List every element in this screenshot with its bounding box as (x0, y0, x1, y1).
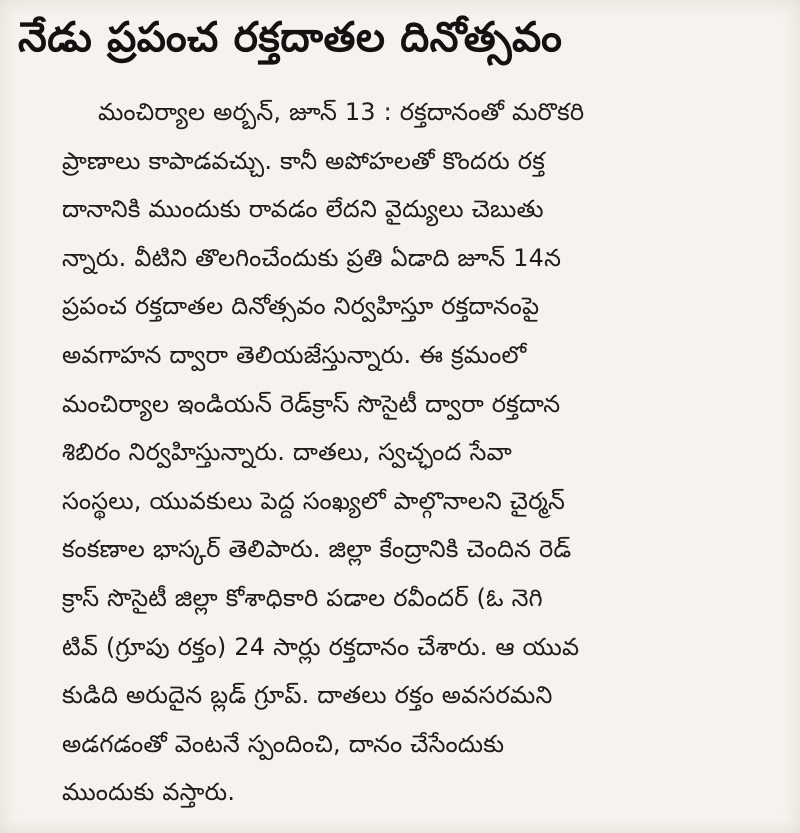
article-line-10: కంకణాల భాస్కర్ తెలిపారు. జిల్లా కేంద్రానికి చెందిన రెడ్ (62, 535, 572, 564)
article-line-13: కుడిది అరుదైన బ్లడ్ గ్రూప్. దాతలు రక్తం అవసరమని (62, 681, 553, 710)
article-line-11: క్రాస్ సొసైటీ జిల్లా కోశాధికారి పడాల రవీందర్ (ఓ నెగి (62, 583, 543, 612)
article-line-5: ప్రపంచ రక్తదాతల దినోత్సవం నిర్వహిస్తూ రక్తదానంపై (62, 292, 540, 321)
article-line-15: ముందుకు వస్తారు. (62, 778, 236, 807)
article-line-1: మంచిర్యాల అర్బన్, జూన్ 13 : రక్తదానంతో మరొకరి (98, 98, 585, 126)
article-line-14: అడగడంతో వెంటనే స్పందించి, దానం చేసేందుకు (62, 729, 505, 758)
article-line-3: దానానికి ముందుకు రావడం లేదని వైద్యులు చెబుతు (62, 195, 544, 224)
article-line-7: మంచిర్యాల ఇండియన్ రెడ్‌క్రాస్ సొసైటీ ద్వారా రక్తదాన (62, 389, 561, 418)
article-line-8: శిబిరం నిర్వహిస్తున్నారు. దాతలు, స్వచ్ఛంద సేవా (62, 438, 512, 467)
article-line-2: ప్రాణాలు కాపాడవచ్చు. కానీ అపోహలతో కొందరు రక్త (62, 146, 545, 175)
article-headline: నేడు ప్రపంచ రక్తదాతల దినోత్సవం (18, 13, 563, 61)
article-line-9: సంస్థలు, యువకులు పెద్ద సంఖ్యలో పాల్గొనాలని చైర్మన్ (62, 486, 566, 515)
article-line-12: టివ్ (గ్రూపు రక్తం) 24 సార్లు రక్తదానం చేశారు. ఆ యువ (62, 632, 580, 661)
article-body (62, 88, 762, 817)
article-line-6: అవగాహన ద్వారా తెలియజేస్తున్నారు. ఈ క్రమంలో (62, 340, 527, 369)
article-line-4: న్నారు. వీటిని తొలగించేందుకు ప్రతి ఏడాది జూన్ 14న (62, 243, 562, 272)
